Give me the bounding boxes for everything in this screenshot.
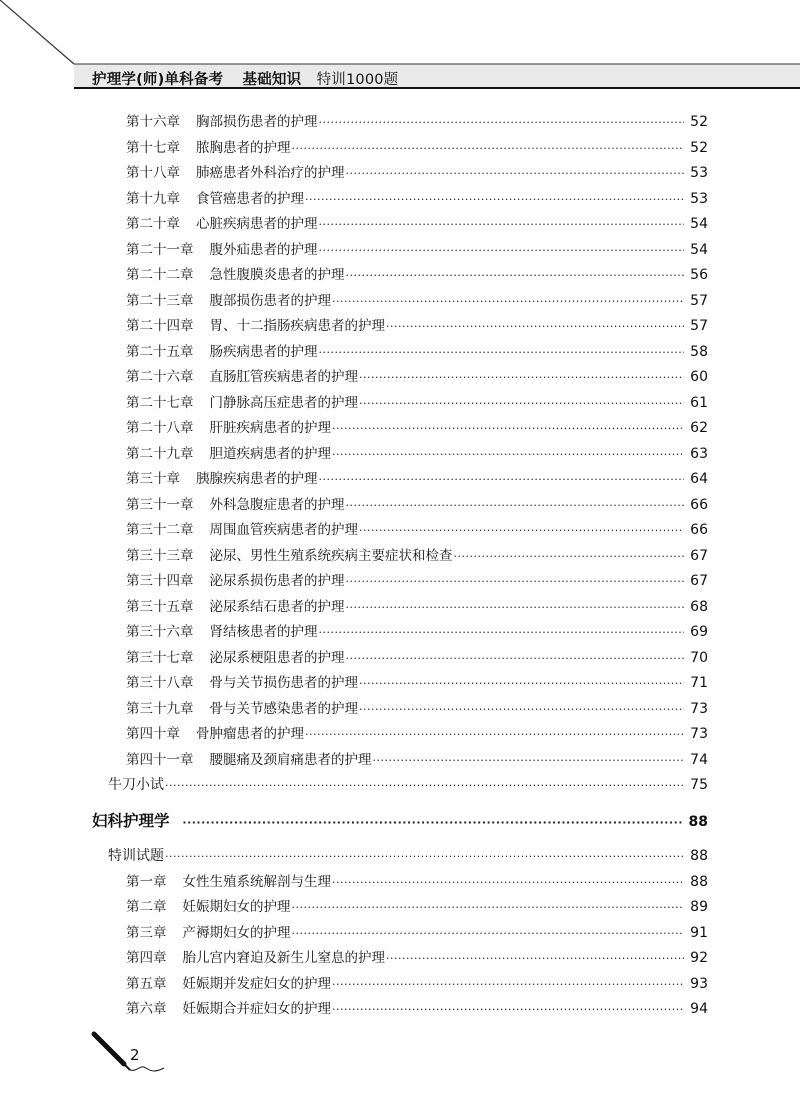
toc-leader-dots: [359, 394, 684, 414]
toc-leader-dots: [319, 113, 685, 133]
toc-leader-dots: [332, 975, 684, 995]
toc-title: 妊娠期合并症妇女的护理: [182, 1001, 331, 1017]
toc-title: 骨肿瘤患者的护理: [196, 726, 304, 742]
toc-page-number: 73: [690, 726, 708, 742]
toc-title: 牛刀小试: [108, 777, 164, 793]
toc-title: 妇科护理学: [92, 811, 170, 830]
toc-page-number: 74: [690, 751, 708, 768]
toc-leader-dots: [332, 445, 684, 465]
toc-leader-dots: [292, 924, 685, 944]
toc-title: 脓胸患者的护理: [196, 139, 291, 156]
toc-page-number: 58: [690, 343, 708, 360]
toc-title: 腰腿痛及颈肩痛患者的护理: [209, 751, 372, 768]
toc-title: 周围血管疾病患者的护理: [209, 522, 358, 538]
toc-chapter-number: 第二十一章: [126, 241, 194, 258]
toc-title: 门静脉高压症患者的护理: [209, 394, 358, 411]
toc-title: 胎儿宫内窘迫及新生儿窒息的护理: [182, 950, 385, 966]
toc-entry: [126, 897, 708, 917]
toc-chapter-number: 第三十二章: [126, 522, 194, 538]
toc-leader-dots: [346, 496, 685, 516]
toc-title: 骨与关节损伤患者的护理: [209, 675, 358, 691]
toc-chapter-number: 第二十四章: [126, 318, 194, 334]
toc-entry: [126, 418, 708, 438]
toc-subsection: [108, 846, 708, 866]
toc-entry: [126, 673, 708, 693]
toc-title: 特训试题: [108, 848, 164, 864]
toc-title: 泌尿系损伤患者的护理: [209, 573, 345, 589]
toc-page-number: 92: [690, 950, 708, 966]
toc-entry: [126, 923, 708, 943]
toc-title: 胃、十二指肠疾病患者的护理: [209, 318, 385, 334]
toc-chapter-number: 第三十三章: [126, 547, 194, 564]
toc-entry: [126, 648, 708, 668]
toc-chapter-number: 第三十五章: [126, 598, 194, 615]
toc-page-number: 88: [688, 813, 708, 830]
toc-page-number: 61: [690, 394, 708, 411]
toc-leader-dots: [292, 898, 685, 918]
toc-entry: [126, 316, 708, 336]
toc-title: 肠疾病患者的护理: [209, 343, 318, 360]
toc-entry: [126, 750, 708, 770]
toc-page-number: 63: [690, 445, 708, 462]
toc-chapter-number: 第四章: [126, 950, 167, 966]
toc-entry: [126, 571, 708, 591]
toc-chapter-number: 第三十七章: [126, 649, 194, 666]
toc-chapter-number: 第二十九章: [126, 445, 194, 462]
toc-chapter-number: 第三十六章: [126, 624, 194, 640]
toc-title: 心脏疾病患者的护理: [196, 216, 318, 232]
toc-entry: [126, 393, 708, 413]
toc-title: 急性腹膜炎患者的护理: [209, 267, 345, 283]
toc-entry: [126, 872, 708, 892]
toc-leader-dots: [319, 215, 685, 235]
toc-entry: [126, 622, 708, 642]
toc-page-number: 93: [690, 975, 708, 992]
toc-leader-dots: [332, 292, 684, 312]
toc-title: 妊娠期妇女的护理: [182, 899, 291, 915]
toc-title: 泌尿、男性生殖系统疾病主要症状和检查: [209, 547, 453, 564]
toc-page-number: 75: [690, 777, 708, 793]
toc-page-number: 68: [690, 598, 708, 615]
toc-page-number: 88: [690, 873, 708, 890]
toc-page-number: 53: [690, 190, 708, 207]
toc-leader-dots: [346, 598, 685, 618]
toc-chapter-number: 第三章: [126, 924, 167, 941]
toc-entry: [126, 367, 708, 387]
toc-leader-dots: [292, 139, 685, 159]
toc-section: [92, 811, 708, 831]
toc-leader-dots: [319, 623, 685, 643]
toc-entry: [126, 597, 708, 617]
toc-page-number: 89: [690, 899, 708, 915]
toc-chapter-number: 第十六章: [126, 114, 180, 130]
toc-page-number: 62: [690, 420, 708, 436]
toc-leader-dots: [454, 547, 685, 567]
toc-title: 肺癌患者外科治疗的护理: [196, 165, 345, 181]
book-topic: 基础知识: [242, 72, 302, 88]
toc-chapter-number: 第二十六章: [126, 369, 194, 385]
toc-title: 泌尿系结石患者的护理: [209, 598, 345, 615]
toc-page-number: 67: [690, 573, 708, 589]
toc-entry: [126, 291, 708, 311]
toc-chapter-number: 第三十八章: [126, 675, 194, 691]
toc-leader-dots: [182, 813, 682, 833]
toc-leader-dots: [305, 190, 684, 210]
toc-page-number: 67: [690, 547, 708, 564]
toc-page-number: 52: [690, 114, 708, 130]
toc-page-number: 54: [690, 241, 708, 258]
toc-chapter-number: 第二章: [126, 899, 167, 915]
toc-title: 泌尿系梗阻患者的护理: [209, 649, 345, 666]
toc-page-number: 52: [690, 139, 708, 156]
toc-entry: [126, 444, 708, 464]
toc-title: 腹部损伤患者的护理: [209, 292, 331, 309]
toc-entry: [126, 112, 708, 132]
toc-leader-dots: [346, 266, 685, 286]
toc-page-number: 66: [690, 496, 708, 513]
toc-page-number: 69: [690, 624, 708, 640]
toc-leader-dots: [332, 1000, 684, 1020]
toc-title: 胰腺疾病患者的护理: [196, 471, 318, 487]
toc-page-number: 94: [690, 1001, 708, 1017]
toc-entry: [126, 974, 708, 994]
toc-leader-dots: [319, 241, 685, 261]
toc-entry: [126, 240, 708, 260]
toc-chapter-number: 第三十章: [126, 471, 180, 487]
toc-title: 胆道疾病患者的护理: [209, 445, 331, 462]
toc-entry: [126, 546, 708, 566]
toc-leader-dots: [359, 700, 684, 720]
toc-chapter-number: 第一章: [126, 873, 167, 890]
toc-leader-dots: [346, 164, 685, 184]
toc-page-number: 54: [690, 216, 708, 232]
toc-page-number: 71: [690, 675, 708, 691]
toc-entry: [126, 342, 708, 362]
toc-chapter-number: 第二十七章: [126, 394, 194, 411]
toc-chapter-number: 第三十九章: [126, 700, 194, 717]
toc-subsection: [108, 775, 708, 795]
toc-page-number: 70: [690, 649, 708, 666]
toc-leader-dots: [305, 725, 684, 745]
toc-chapter-number: 第二十章: [126, 216, 180, 232]
toc-leader-dots: [319, 470, 685, 490]
toc-chapter-number: 第十八章: [126, 165, 180, 181]
toc-page-number: 56: [690, 267, 708, 283]
toc-entry: [126, 520, 708, 540]
toc-entry: [126, 265, 708, 285]
toc-entry: [126, 948, 708, 968]
toc-title: 产褥期妇女的护理: [182, 924, 291, 941]
toc-leader-dots: [373, 751, 685, 771]
toc-entry: [126, 163, 708, 183]
toc-page-number: 66: [690, 522, 708, 538]
toc-chapter-number: 第四十一章: [126, 751, 194, 768]
toc-entry: [126, 469, 708, 489]
toc-title: 肾结核患者的护理: [209, 624, 318, 640]
toc-title: 骨与关节感染患者的护理: [209, 700, 358, 717]
toc-title: 腹外疝患者的护理: [209, 241, 318, 258]
toc-page-number: 91: [690, 924, 708, 941]
toc-title: 肝脏疾病患者的护理: [209, 420, 331, 436]
toc-chapter-number: 第六章: [126, 1001, 167, 1017]
book-title: 护理学(师)单科备考: [92, 72, 224, 88]
toc-page-number: 88: [690, 848, 708, 864]
toc-leader-dots: [359, 368, 684, 388]
toc-page-number: 57: [690, 292, 708, 309]
toc-leader-dots: [332, 419, 684, 439]
toc-leader-dots: [346, 649, 685, 669]
toc-chapter-number: 第十七章: [126, 139, 180, 156]
toc-title: 妊娠期并发症妇女的护理: [182, 975, 331, 992]
page-number: 2: [130, 1046, 140, 1064]
toc-chapter-number: 第二十五章: [126, 343, 194, 360]
toc-page-number: 73: [690, 700, 708, 717]
toc-leader-dots: [332, 873, 684, 893]
toc-chapter-number: 第二十八章: [126, 420, 194, 436]
toc-leader-dots: [386, 949, 684, 969]
toc-chapter-number: 第二十三章: [126, 292, 194, 309]
toc-entry: [126, 138, 708, 158]
toc-entry: [126, 214, 708, 234]
toc-leader-dots: [346, 572, 685, 592]
toc-title: 食管癌患者的护理: [196, 190, 304, 207]
toc-leader-dots: [386, 317, 684, 337]
book-subtitle: 特训1000题: [316, 72, 399, 88]
toc-chapter-number: 第二十二章: [126, 267, 194, 283]
toc-entry: [126, 495, 708, 515]
toc-leader-dots: [165, 847, 684, 867]
toc-leader-dots: [359, 521, 684, 541]
toc-leader-dots: [165, 776, 684, 796]
toc-chapter-number: 第十九章: [126, 190, 180, 207]
toc-page-number: 57: [690, 318, 708, 334]
toc-title: 直肠肛管疾病患者的护理: [209, 369, 358, 385]
toc-page-number: 53: [690, 165, 708, 181]
toc-entry: [126, 724, 708, 744]
toc-leader-dots: [359, 674, 684, 694]
toc-entry: [126, 189, 708, 209]
toc-entry: [126, 699, 708, 719]
toc-chapter-number: 第四十章: [126, 726, 180, 742]
toc-title: 胸部损伤患者的护理: [196, 114, 318, 130]
toc-title: 女性生殖系统解剖与生理: [182, 873, 331, 890]
toc-chapter-number: 第五章: [126, 975, 167, 992]
toc-page-number: 60: [690, 369, 708, 385]
toc-title: 外科急腹症患者的护理: [209, 496, 345, 513]
toc-entry: [126, 999, 708, 1019]
toc-chapter-number: 第三十一章: [126, 496, 194, 513]
toc-chapter-number: 第三十四章: [126, 573, 194, 589]
toc-leader-dots: [319, 343, 685, 363]
toc-page-number: 64: [690, 471, 708, 487]
